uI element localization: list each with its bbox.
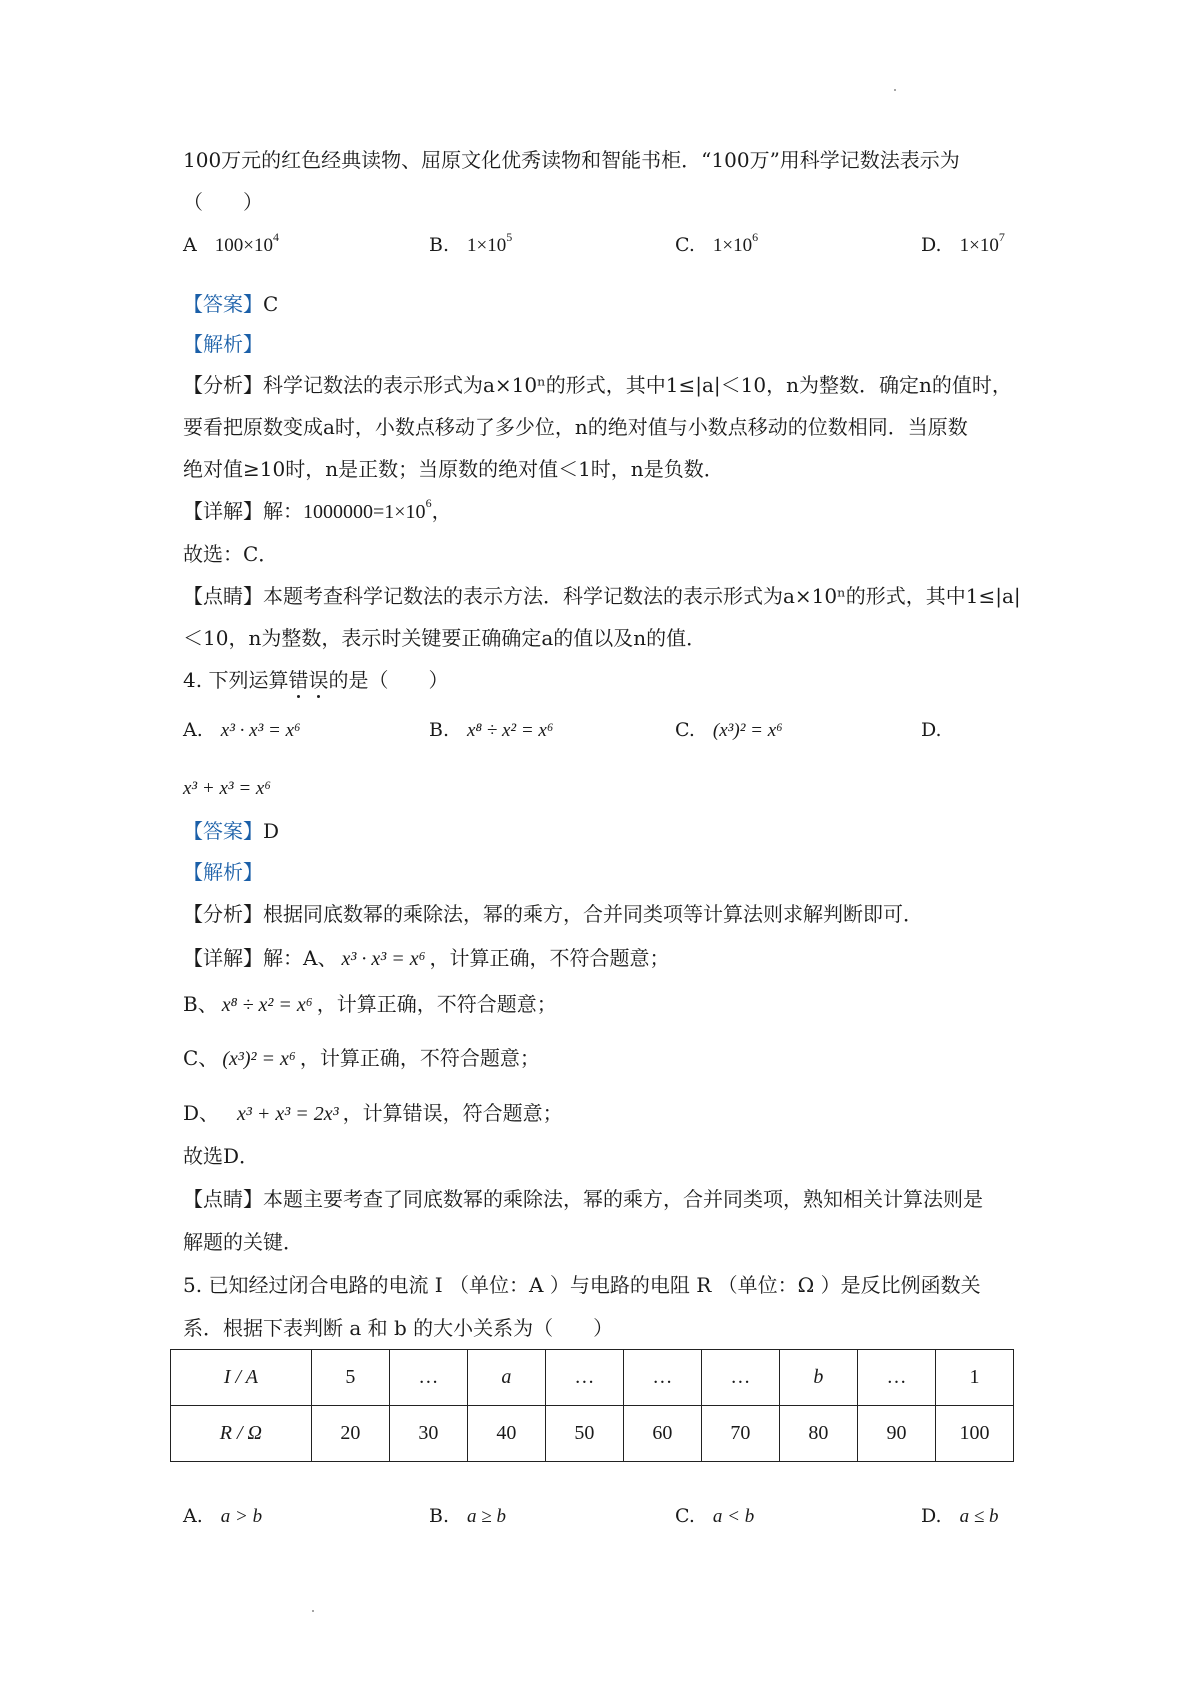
q3-option-c: C. $1\times 10^6$ <box>675 229 759 256</box>
q4-analysis: 【分析】根据同底数幂的乘除法，幂的乘方，合并同类项等计算法则求解判断即可． <box>183 902 923 926</box>
q4-option-d: D. <box>921 719 942 741</box>
answer-tag: 【答案】 <box>183 292 263 316</box>
q3-jiexi <box>183 330 1028 358</box>
q4-detail-d: D、 x³ + x³ = 2x³ ，计算错误，符合题意； <box>183 1101 563 1125</box>
table-row <box>171 1406 1014 1462</box>
table-cell: 30 <box>389 1406 467 1462</box>
q3-stem-line1: 100万元的红色经典读物、屈原文化优秀读物和智能书柜．“100万”用科学记数法表示为 <box>183 148 960 172</box>
q3-analysis-line1: 【分析】科学记数法的表示形式为a×10ⁿ的形式，其中1≤|a|＜10，n为整数．确定n的值时， <box>183 373 1012 397</box>
table-cell: … <box>545 1350 623 1406</box>
table-cell: 60 <box>623 1406 701 1462</box>
table-cell: 80 <box>779 1406 857 1462</box>
table-cell: 70 <box>701 1406 779 1462</box>
table-cell: 20 <box>311 1406 389 1462</box>
q3-stem-line2: （ ） <box>183 190 263 214</box>
q5-option-c: C. a < b <box>675 1505 755 1527</box>
table-cell: 1 <box>935 1350 1013 1406</box>
q4-option-d-expr: x³ + x³ = x⁶ <box>183 778 271 799</box>
q4-option-a: A. x³ · x³ = x⁶ <box>183 719 301 741</box>
q4-answer: 【答案】D <box>183 819 280 843</box>
q5-stem-line2: 系．根据下表判断 a 和 b 的大小关系为（ ） <box>183 1316 614 1340</box>
scan-dot <box>894 89 896 91</box>
q4-options <box>183 719 1050 749</box>
q4-comment-line2: 解题的关键． <box>183 1230 303 1254</box>
jiexi-tag: 【解析】 <box>183 860 263 884</box>
table-cell: b <box>779 1350 857 1406</box>
q3-analysis-line2: 要看把原数变成a时，小数点移动了多少位，n的绝对值与小数点移动的位数相同．当原数 <box>183 415 968 439</box>
table-cell: 50 <box>545 1406 623 1462</box>
q4-stem: 4. 下列运算错误的是（ ） <box>183 668 449 692</box>
q3-comment-line1: 【点睛】本题考查科学记数法的表示方法．科学记数法的表示形式为a×10ⁿ的形式，其中1≤|a| <box>183 584 1021 608</box>
q4-jiexi <box>183 858 1028 886</box>
q3-analysis-line3: 绝对值≥10时，n是正数；当原数的绝对值＜1时，n是负数． <box>183 457 724 481</box>
q3-choose: 故选：C． <box>183 542 279 566</box>
answer-tag: 【答案】 <box>183 819 263 843</box>
table-row <box>171 1350 1014 1406</box>
table-cell: … <box>389 1350 467 1406</box>
q3-options <box>183 229 1050 264</box>
q5-option-a: A. a > b <box>183 1505 263 1527</box>
table-cell: … <box>701 1350 779 1406</box>
q4-option-c: C. (x³)² = x⁶ <box>675 719 783 741</box>
q3-answer: 【答案】C <box>183 292 279 316</box>
table-cell: 40 <box>467 1406 545 1462</box>
q4-detail-c: C、 (x³)² = x⁶ ，计算正确，不符合题意； <box>183 1046 540 1070</box>
q4-comment-line1: 【点睛】本题主要考查了同底数幂的乘除法，幂的乘方，合并同类项，熟知相关计算法则是 <box>183 1187 983 1211</box>
jiexi-tag: 【解析】 <box>183 332 263 356</box>
table-cell: I / A <box>171 1350 312 1406</box>
table-cell: … <box>857 1350 935 1406</box>
q4-choose: 故选D． <box>183 1144 260 1168</box>
table-cell: 100 <box>935 1406 1013 1462</box>
q3-option-a: A $100\times 10^4$ <box>183 229 279 256</box>
q4-detail-a: 【详解】解：A、 x³ · x³ = x⁶ ，计算正确，不符合题意； <box>183 946 670 970</box>
q5-table <box>170 1349 1014 1462</box>
table-cell: 90 <box>857 1406 935 1462</box>
table-cell: 5 <box>311 1350 389 1406</box>
table-cell: a <box>467 1350 545 1406</box>
q5-options <box>183 1505 1050 1535</box>
q4-option-b: B. x⁸ ÷ x² = x⁶ <box>429 719 554 741</box>
q5-stem-line1: 5. 已知经过闭合电路的电流 I （单位：A ）与电路的电阻 R （单位：Ω ）是反比例函数关 <box>183 1273 981 1297</box>
q3-option-d: D. $1\times 10^7$ <box>921 229 1005 256</box>
q3-option-b: B. $1\times 10^5$ <box>429 229 513 256</box>
q4-detail-b: B、 x⁸ ÷ x² = x⁶ ，计算正确，不符合题意； <box>183 992 557 1016</box>
q5-option-b: B. a ≥ b <box>429 1505 506 1527</box>
scan-dot <box>312 1610 314 1612</box>
q5-option-d: D. a ≤ b <box>921 1505 999 1527</box>
q3-detail: 【详解】解：$1000000=1\times 10^6$， <box>183 496 452 523</box>
q3-comment-line2: ＜10，n为整数，表示时关键要正确确定a的值以及n的值． <box>183 626 707 650</box>
table-cell: … <box>623 1350 701 1406</box>
table-cell: R / Ω <box>171 1406 312 1462</box>
